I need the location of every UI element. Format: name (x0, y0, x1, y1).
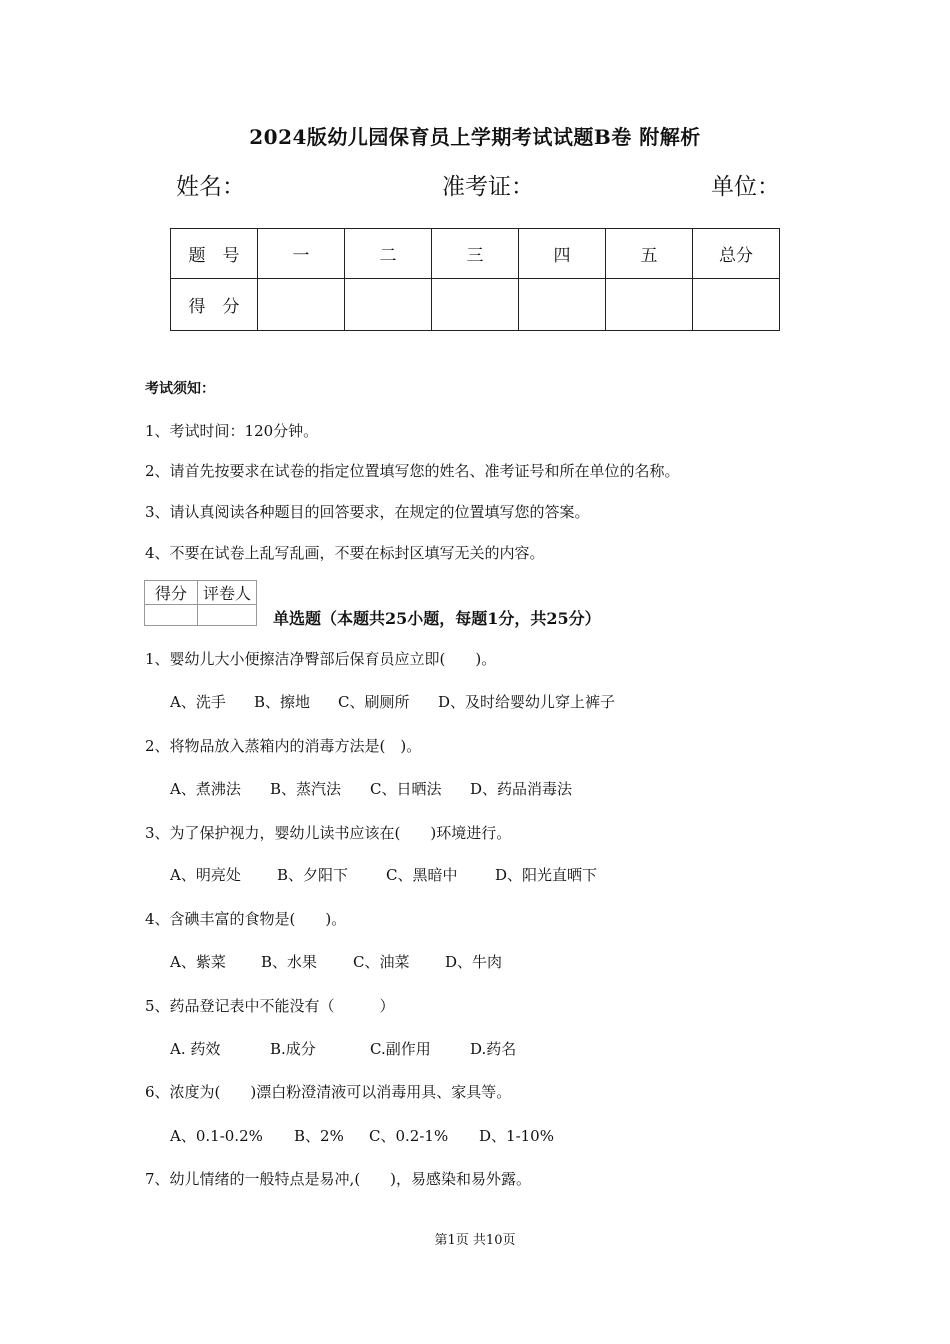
page-title: 2024版幼儿园保育员上学期考试试题B卷 附解析 (249, 125, 701, 149)
question-options (170, 778, 572, 799)
notice-item: 3、请认真阅读各种题目的回答要求，在规定的位置填写您的答案。 (145, 503, 590, 521)
option[interactable]: B、夕阳下 (277, 866, 349, 884)
score-table-score-row (171, 279, 780, 331)
option[interactable]: A. 药效 (170, 1040, 221, 1058)
score-table-header-row (171, 229, 780, 279)
question-options (170, 691, 615, 712)
notice-heading: 考试须知： (145, 381, 215, 397)
score-input-cell[interactable] (345, 279, 432, 331)
question: 7、幼儿情绪的一般特点是易冲,( )，易感染和易外露。 (145, 1170, 532, 1188)
score-input-cell[interactable] (606, 279, 693, 331)
question: 6、浓度为( )漂白粉澄清液可以消毒用具、家具等。 (145, 1083, 512, 1101)
candidate-info-row (0, 168, 950, 204)
option[interactable]: D、及时给婴幼儿穿上裤子 (438, 693, 616, 711)
score-table-cell: 题 号 (171, 229, 258, 279)
question-options (170, 1125, 554, 1146)
score-table-cell: 二 (345, 229, 432, 279)
notice-item: 4、不要在试卷上乱写乱画，不要在标封区填写无关的内容。 (145, 544, 545, 562)
unit-label: 单位： (711, 174, 780, 200)
notice-item: 2、请首先按要求在试卷的指定位置填写您的姓名、准考证号和所在单位的名称。 (145, 462, 680, 480)
option[interactable]: C、刷厕所 (338, 693, 410, 711)
score-input-cell[interactable] (432, 279, 519, 331)
option[interactable]: C、油菜 (353, 953, 410, 971)
option[interactable]: A、洗手 (170, 693, 226, 711)
option[interactable]: A、0.1-0.2% (170, 1127, 263, 1145)
score-row-label: 得 分 (171, 279, 258, 331)
score-input-cell[interactable] (693, 279, 780, 331)
question: 3、为了保护视力，婴幼儿读书应该在( )环境进行。 (145, 824, 512, 842)
option[interactable]: B.成分 (270, 1040, 316, 1058)
name-label: 姓名： (176, 174, 245, 200)
option[interactable]: D、1-10% (479, 1127, 554, 1145)
option[interactable]: B、擦地 (254, 693, 311, 711)
option[interactable]: A、明亮处 (170, 866, 241, 884)
question-options (170, 951, 502, 972)
option[interactable]: C、0.2-1% (369, 1127, 449, 1145)
option[interactable]: D、牛肉 (445, 953, 503, 971)
option[interactable]: B、蒸汽法 (270, 780, 342, 798)
grader-box (144, 580, 257, 626)
option[interactable]: D、阳光直晒下 (495, 866, 598, 884)
question: 2、将物品放入蒸箱内的消毒方法是( )。 (145, 737, 422, 755)
notice-item: 1、考试时间：120分钟。 (145, 422, 319, 440)
score-table (170, 228, 780, 331)
score-input-cell[interactable] (258, 279, 345, 331)
option[interactable]: A、煮沸法 (170, 780, 241, 798)
option[interactable]: C、日晒法 (370, 780, 442, 798)
page-footer: 第1页 共10页 (434, 1233, 516, 1248)
option[interactable]: B、水果 (261, 953, 318, 971)
grader-name-label: 评卷人 (198, 581, 257, 605)
option[interactable]: B、2% (294, 1127, 344, 1145)
score-table-cell: 三 (432, 229, 519, 279)
option[interactable]: D、药品消毒法 (470, 780, 573, 798)
section-title: 单选题（本题共25小题，每题1分，共25分） (273, 609, 601, 628)
option[interactable]: C、黑暗中 (386, 866, 458, 884)
option[interactable]: D.药名 (470, 1040, 517, 1058)
grader-score-cell[interactable] (145, 605, 198, 626)
option[interactable]: A、紫菜 (170, 953, 226, 971)
score-table-cell: 四 (519, 229, 606, 279)
grader-score-label: 得分 (145, 581, 198, 605)
score-table-cell: 五 (606, 229, 693, 279)
option[interactable]: C.副作用 (370, 1040, 431, 1058)
exam-id-label: 准考证： (442, 174, 534, 200)
question: 1、婴幼儿大小便擦洁净臀部后保育员应立即( )。 (145, 650, 497, 668)
score-input-cell[interactable] (519, 279, 606, 331)
question: 4、含碘丰富的食物是( )。 (145, 910, 347, 928)
question-options (170, 1038, 516, 1059)
score-table-cell: 一 (258, 229, 345, 279)
question-options (170, 864, 597, 885)
grader-name-cell[interactable] (198, 605, 257, 626)
score-table-cell: 总分 (693, 229, 780, 279)
question: 5、药品登记表中不能没有（ ） (145, 997, 395, 1015)
